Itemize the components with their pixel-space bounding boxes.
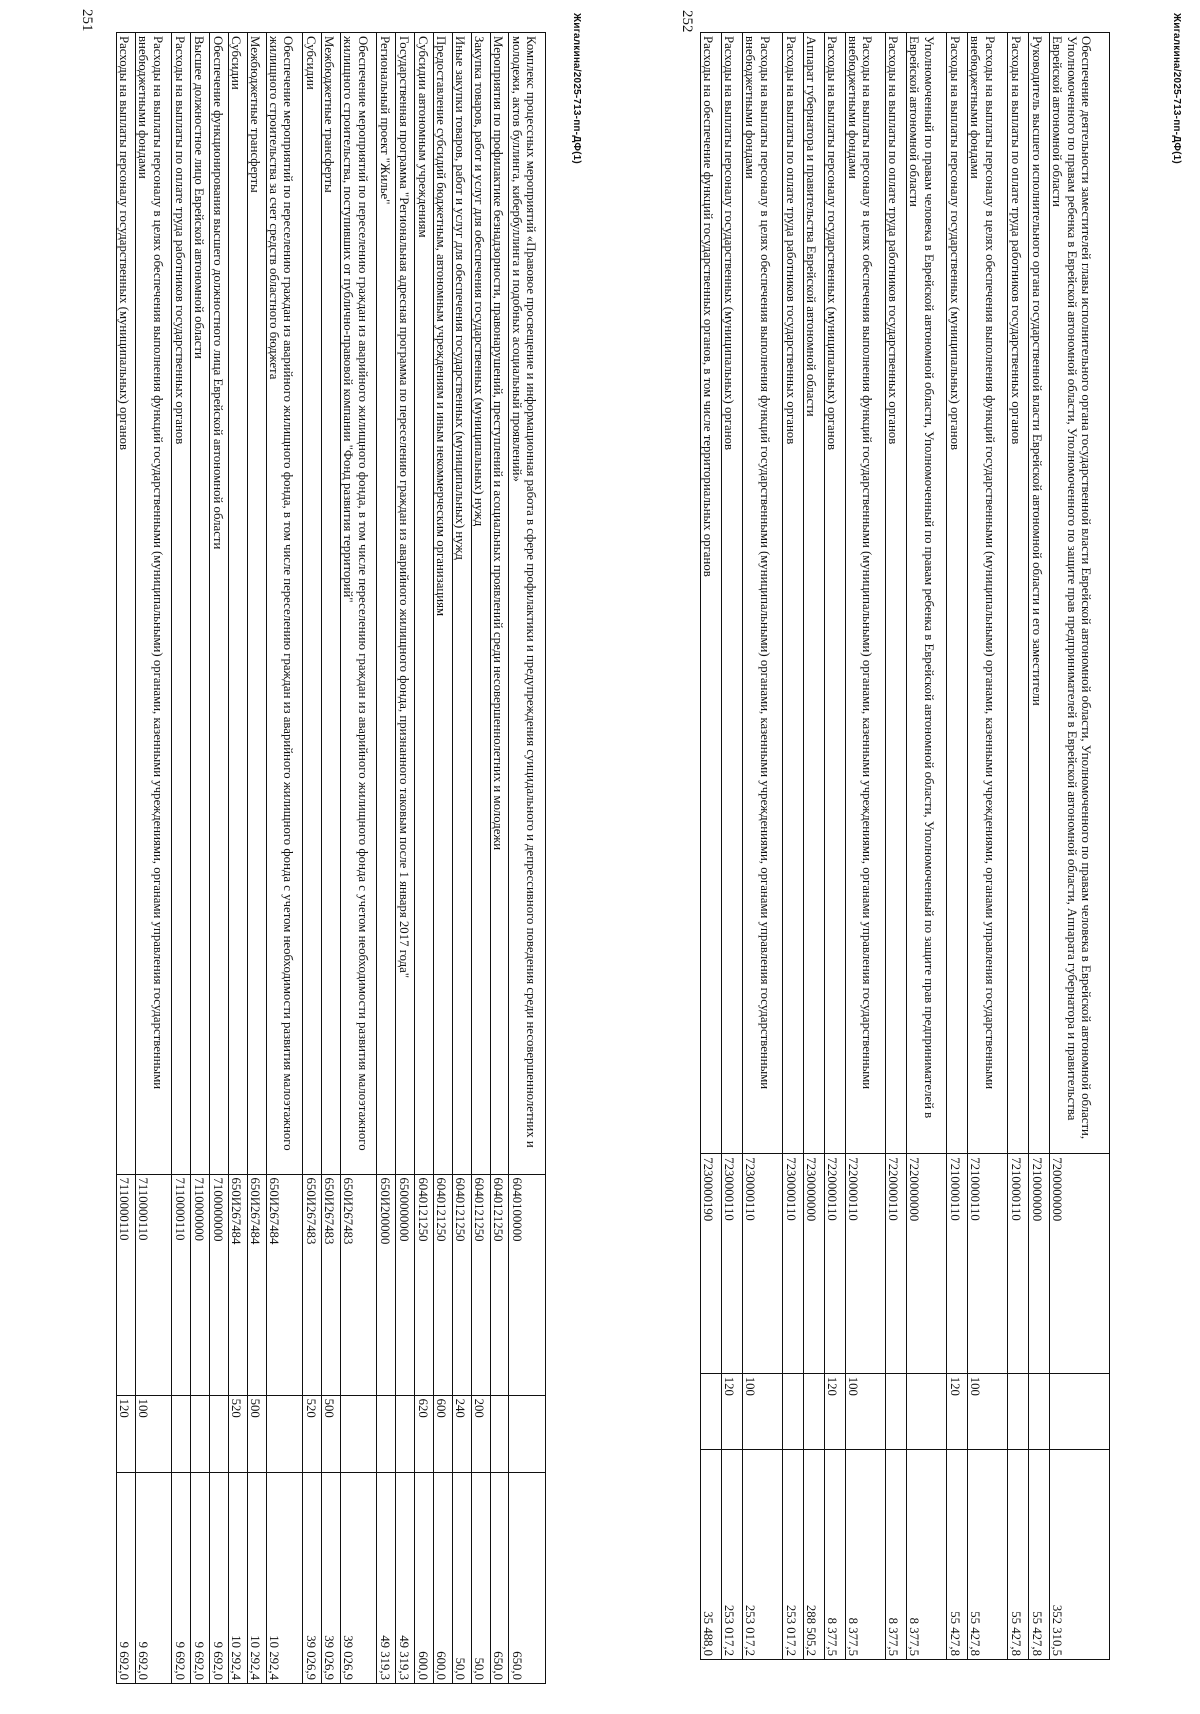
row-target-code: 7220000110 bbox=[845, 1154, 885, 1373]
row-target-code: 7200000000 bbox=[1050, 1154, 1110, 1373]
row-description: Обеспечение мероприятий по переселению граждан из аварийного жилищного фонда, в том числе переселению граждан из аварийного жилищного фонда с учетом необходимости развития малоэтажного жилищного строительства за счет средств областного бюджета bbox=[266, 33, 303, 1175]
table-row bbox=[322, 33, 341, 1684]
row-expense-type: 500 bbox=[247, 1395, 266, 1472]
table-row bbox=[1008, 33, 1029, 1660]
row-amount: 650,0 bbox=[490, 1472, 509, 1684]
row-amount: 10 292,4 bbox=[266, 1472, 303, 1684]
row-target-code: 6040121250 bbox=[490, 1174, 509, 1395]
row-description: Субсидии bbox=[229, 33, 248, 1175]
row-target-code: 7210000000 bbox=[1029, 1154, 1050, 1373]
row-expense-type: 520 bbox=[229, 1395, 248, 1472]
rotated-page-content bbox=[600, 0, 1200, 1714]
table-row bbox=[1029, 33, 1050, 1660]
table-row bbox=[906, 33, 946, 1660]
row-amount: 39 026,9 bbox=[303, 1472, 322, 1684]
row-amount: 288 505,2 bbox=[804, 1450, 825, 1660]
table-row bbox=[117, 33, 136, 1684]
row-amount: 8 377,5 bbox=[845, 1450, 885, 1660]
row-target-code: 6040100000 bbox=[509, 1174, 546, 1395]
page-252 bbox=[600, 0, 1200, 1714]
row-target-code: 7210000110 bbox=[968, 1154, 1008, 1373]
row-description: Закупка товаров, работ и услуг для обеспечения государственных (муниципальных) нужд bbox=[471, 33, 490, 1175]
row-expense-type bbox=[906, 1373, 946, 1449]
row-description: Расходы на выплаты персоналу в целях обеспечения выполнения функций государственными (муниципальными) органами, казенными учреждениями, органами управления государственными внебюджетными фондами bbox=[968, 33, 1008, 1154]
document-footer: Жигалкина/2025-713-пп-ДФ(1) bbox=[1171, 13, 1182, 164]
row-amount: 50,0 bbox=[471, 1472, 490, 1684]
row-description: Руководитель высшего исполнительного органа государственной власти Еврейской автономной области и его заместители bbox=[1029, 33, 1050, 1154]
table-row bbox=[452, 33, 471, 1684]
row-amount: 55 427,8 bbox=[968, 1450, 1008, 1660]
budget-table bbox=[116, 32, 546, 1684]
table-row bbox=[303, 33, 322, 1684]
row-amount: 55 427,8 bbox=[947, 1450, 968, 1660]
table-row bbox=[722, 33, 743, 1660]
row-expense-type: 500 bbox=[322, 1395, 341, 1472]
row-target-code: 650И267484 bbox=[266, 1174, 303, 1395]
row-amount: 600,0 bbox=[415, 1472, 434, 1684]
table-row bbox=[1050, 33, 1110, 1660]
row-description: Предоставление субсидий бюджетным, автономным учреждениям и иным некоммерческим организациям bbox=[434, 33, 453, 1175]
row-expense-type bbox=[210, 1395, 229, 1472]
row-amount: 253 017,2 bbox=[722, 1450, 743, 1660]
row-amount: 55 427,8 bbox=[1008, 1450, 1029, 1660]
table-row bbox=[804, 33, 825, 1660]
row-expense-type: 100 bbox=[135, 1395, 172, 1472]
table-row bbox=[266, 33, 303, 1684]
row-description: Мероприятия по профилактике безнадзорности, правонарушений, преступлений и асоциальных проявлений среди несовершеннолетних и молодежи bbox=[490, 33, 509, 1175]
table-row bbox=[415, 33, 434, 1684]
row-description: Расходы на выплаты по оплате труда работников государственных органов bbox=[172, 33, 191, 1175]
row-expense-type: 120 bbox=[947, 1373, 968, 1449]
table-row bbox=[247, 33, 266, 1684]
row-description: Уполномоченный по правам человека в Еврейской автономной области, Уполномоченный по правам ребенка в Еврейской автономной области, Уполномоченный по защите прав предпринимателей в Еврейской автономной области bbox=[906, 33, 946, 1154]
row-expense-type bbox=[172, 1395, 191, 1472]
row-description: Государственная программа "Региональная адресная программа по переселению граждан из аварийного жилищного фонда, признанного таковым после 1 января 2017 года" bbox=[396, 33, 415, 1175]
row-description: Расходы на выплаты персоналу государственных (муниципальных) органов bbox=[947, 33, 968, 1154]
row-expense-type bbox=[377, 1395, 396, 1472]
budget-table bbox=[700, 32, 1110, 1660]
row-amount: 9 692,0 bbox=[117, 1472, 136, 1684]
row-description: Расходы на выплаты персоналу в целях обеспечения выполнения функций государственными (муниципальными) органами, казенными учреждениями, органами управления государственными внебюджетными фондами bbox=[135, 33, 172, 1175]
row-target-code: 7110000110 bbox=[117, 1174, 136, 1395]
row-description: Обеспечение мероприятий по переселению граждан из аварийного жилищного фонда, в том числе переселению граждан из аварийного жилищного фонда с учетом необходимости развития малоэтажного жилищного строительства, поступивших от публично-правовой компании "Фонд развития территорий" bbox=[340, 33, 377, 1175]
row-target-code: 7110000110 bbox=[172, 1174, 191, 1395]
row-amount: 49 319,3 bbox=[377, 1472, 396, 1684]
table-row bbox=[968, 33, 1008, 1660]
table-row bbox=[377, 33, 396, 1684]
table-row bbox=[947, 33, 968, 1660]
table-row bbox=[824, 33, 845, 1660]
row-description: Расходы на выплаты по оплате труда работников государственных органов bbox=[886, 33, 907, 1154]
row-amount: 39 026,9 bbox=[340, 1472, 377, 1684]
row-amount: 253 017,2 bbox=[742, 1450, 782, 1660]
row-target-code: 7230000110 bbox=[722, 1154, 743, 1373]
row-description: Комплекс процессных мероприятий «Правовое просвещение и информационная работа в сфере профилактики и предупреждения суицидального и депрессивного поведения среди несовершеннолетних и молодежи, актов буллинга, кибербуллинга и подобных асоциальный проявлений» bbox=[509, 33, 546, 1175]
row-amount: 10 292,4 bbox=[247, 1472, 266, 1684]
row-expense-type bbox=[490, 1395, 509, 1472]
row-expense-type bbox=[1050, 1373, 1110, 1449]
row-amount: 8 377,5 bbox=[886, 1450, 907, 1660]
row-expense-type: 520 bbox=[303, 1395, 322, 1472]
row-amount: 650,0 bbox=[509, 1472, 546, 1684]
row-target-code: 7230000110 bbox=[783, 1154, 804, 1373]
row-description: Обеспечение деятельности заместителей главы исполнительного органа государственной власти Еврейской автономной области, Уполномоченного по правам человека в Еврейской автономной области, Уполномоченного по правам ребенка в Еврейской автономной области, Уполномоченного по защите прав предпринимателей в Еврейской автономной области, Аппарата губернатора и правительства Еврейской автономной области bbox=[1050, 33, 1110, 1154]
row-description: Субсидии автономным учреждениям bbox=[415, 33, 434, 1175]
table-row bbox=[701, 33, 722, 1660]
row-expense-type: 120 bbox=[824, 1373, 845, 1449]
row-expense-type bbox=[266, 1395, 303, 1472]
row-expense-type: 620 bbox=[415, 1395, 434, 1472]
row-target-code: 7230000110 bbox=[742, 1154, 782, 1373]
table-row bbox=[172, 33, 191, 1684]
row-amount: 10 292,4 bbox=[229, 1472, 248, 1684]
row-expense-type: 120 bbox=[117, 1395, 136, 1472]
row-expense-type: 200 bbox=[471, 1395, 490, 1472]
row-amount: 8 377,5 bbox=[906, 1450, 946, 1660]
row-expense-type bbox=[701, 1373, 722, 1449]
row-expense-type: 100 bbox=[742, 1373, 782, 1449]
table-row bbox=[845, 33, 885, 1660]
row-description: Обеспечение функционирования высшего должностного лица Еврейской автономной области bbox=[210, 33, 229, 1175]
table-row bbox=[886, 33, 907, 1660]
table-row bbox=[396, 33, 415, 1684]
row-target-code: 7110000000 bbox=[191, 1174, 210, 1395]
table-row bbox=[340, 33, 377, 1684]
table-row bbox=[229, 33, 248, 1684]
row-description: Расходы на выплаты персоналу в целях обеспечения выполнения функций государственными (муниципальными) органами, казенными учреждениями, органами управления государственными внебюджетными фондами bbox=[742, 33, 782, 1154]
row-target-code: 6040121250 bbox=[471, 1174, 490, 1395]
row-expense-type: 240 bbox=[452, 1395, 471, 1472]
row-amount: 253 017,2 bbox=[783, 1450, 804, 1660]
row-description: Расходы на выплаты по оплате труда работников государственных органов bbox=[783, 33, 804, 1154]
row-amount: 9 692,0 bbox=[191, 1472, 210, 1684]
row-expense-type bbox=[804, 1373, 825, 1449]
row-target-code: 7210000110 bbox=[947, 1154, 968, 1373]
table-row bbox=[191, 33, 210, 1684]
row-description: Расходы на выплаты персоналу государственных (муниципальных) органов bbox=[117, 33, 136, 1175]
row-description: Расходы на обеспечение функций государственных органов, в том числе территориальных органов bbox=[701, 33, 722, 1154]
table-row bbox=[471, 33, 490, 1684]
row-expense-type bbox=[1008, 1373, 1029, 1449]
row-amount: 55 427,8 bbox=[1029, 1450, 1050, 1660]
row-expense-type bbox=[1029, 1373, 1050, 1449]
row-target-code: 650И267483 bbox=[303, 1174, 322, 1395]
row-description: Региональный проект "Жилье" bbox=[377, 33, 396, 1175]
row-description: Расходы на выплаты персоналу государственных (муниципальных) органов bbox=[824, 33, 845, 1154]
row-target-code: 7220000000 bbox=[906, 1154, 946, 1373]
row-target-code: 6040121250 bbox=[415, 1174, 434, 1395]
row-target-code: 7230000190 bbox=[701, 1154, 722, 1373]
row-expense-type bbox=[340, 1395, 377, 1472]
table-row bbox=[742, 33, 782, 1660]
row-target-code: 650И200000 bbox=[377, 1174, 396, 1395]
row-amount: 600,0 bbox=[434, 1472, 453, 1684]
row-target-code: 7100000000 bbox=[210, 1174, 229, 1395]
page-number: 252 bbox=[679, 10, 695, 33]
row-description: Расходы на выплаты по оплате труда работников государственных органов bbox=[1008, 33, 1029, 1154]
row-target-code: 6040121250 bbox=[434, 1174, 453, 1395]
row-expense-type: 600 bbox=[434, 1395, 453, 1472]
row-target-code: 6040121250 bbox=[452, 1174, 471, 1395]
row-target-code: 650И267484 bbox=[229, 1174, 248, 1395]
row-amount: 50,0 bbox=[452, 1472, 471, 1684]
row-description: Расходы на выплаты персоналу в целях обеспечения выполнения функций государственными (муниципальными) органами, казенными учреждениями, органами управления государственными внебюджетными фондами bbox=[845, 33, 885, 1154]
row-expense-type bbox=[509, 1395, 546, 1472]
row-amount: 352 310,5 bbox=[1050, 1450, 1110, 1660]
row-amount: 9 692,0 bbox=[135, 1472, 172, 1684]
row-target-code: 7220000110 bbox=[886, 1154, 907, 1373]
row-target-code: 650И267483 bbox=[340, 1174, 377, 1395]
document-footer: Жигалкина/2025-713-пп-ДФ(1) bbox=[571, 13, 582, 164]
row-description: Расходы на выплаты персоналу государственных (муниципальных) органов bbox=[722, 33, 743, 1154]
page-number: 251 bbox=[79, 9, 95, 32]
row-target-code: 6500000000 bbox=[396, 1174, 415, 1395]
table-row bbox=[490, 33, 509, 1684]
row-target-code: 7220000110 bbox=[824, 1154, 845, 1373]
row-description: Иные закупки товаров, работ и услуг для обеспечения государственных (муниципальных) нужд bbox=[452, 33, 471, 1175]
row-amount: 39 026,9 bbox=[322, 1472, 341, 1684]
table-row bbox=[783, 33, 804, 1660]
row-expense-type bbox=[783, 1373, 804, 1449]
row-expense-type bbox=[396, 1395, 415, 1472]
row-expense-type bbox=[886, 1373, 907, 1449]
table-row bbox=[434, 33, 453, 1684]
row-expense-type bbox=[191, 1395, 210, 1472]
row-amount: 35 488,0 bbox=[701, 1450, 722, 1660]
row-expense-type: 100 bbox=[968, 1373, 1008, 1449]
row-amount: 9 692,0 bbox=[210, 1472, 229, 1684]
row-amount: 9 692,0 bbox=[172, 1472, 191, 1684]
row-expense-type: 120 bbox=[722, 1373, 743, 1449]
row-target-code: 650И267483 bbox=[322, 1174, 341, 1395]
row-target-code: 7110000110 bbox=[135, 1174, 172, 1395]
table-row bbox=[509, 33, 546, 1684]
row-description: Субсидии bbox=[303, 33, 322, 1175]
table-row bbox=[210, 33, 229, 1684]
row-target-code: 7210000110 bbox=[1008, 1154, 1029, 1373]
table-row bbox=[135, 33, 172, 1684]
row-description: Аппарат губернатора и правительства Еврейской автономной области bbox=[804, 33, 825, 1154]
row-amount: 49 319,3 bbox=[396, 1472, 415, 1684]
row-target-code: 650И267484 bbox=[247, 1174, 266, 1395]
row-target-code: 7230000000 bbox=[804, 1154, 825, 1373]
row-description: Межбюджетные трансферты bbox=[322, 33, 341, 1175]
row-description: Межбюджетные трансферты bbox=[247, 33, 266, 1175]
row-amount: 8 377,5 bbox=[824, 1450, 845, 1660]
row-expense-type: 100 bbox=[845, 1373, 885, 1449]
row-description: Высшее должностное лицо Еврейской автономной области bbox=[191, 33, 210, 1175]
